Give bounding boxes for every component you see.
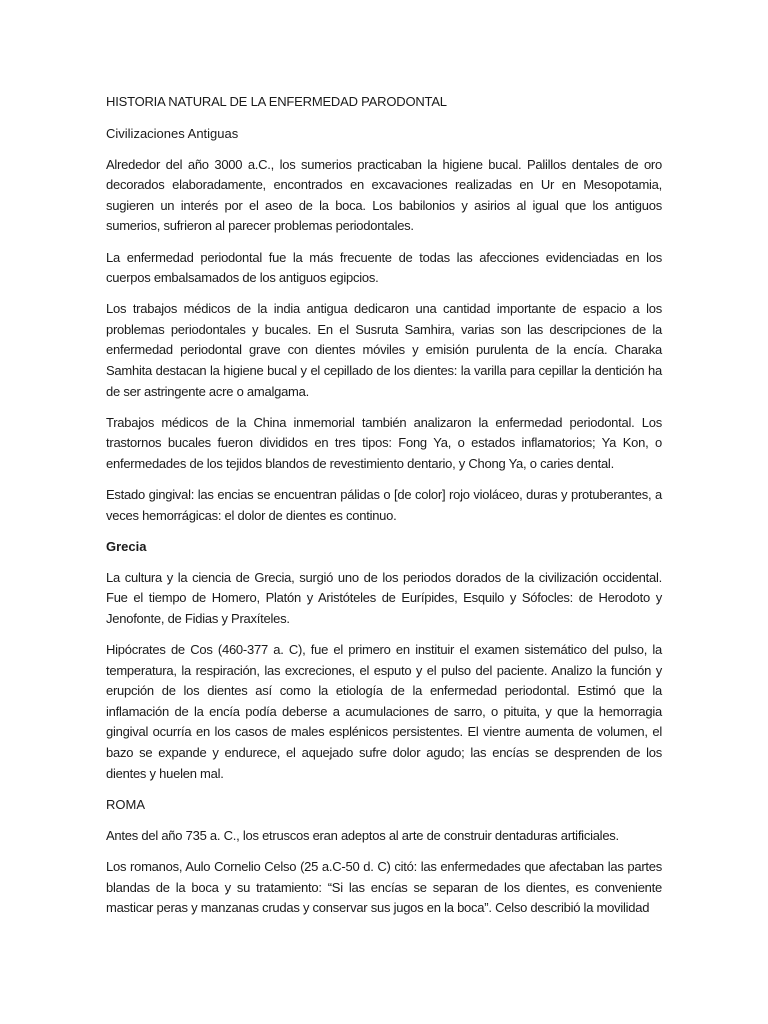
section-heading-roma: ROMA [106, 796, 145, 812]
paragraph: Antes del año 735 a. C., los etruscos eran adeptos al arte de construir dentaduras artificiales. [106, 827, 619, 843]
paragraph: Alrededor del año 3000 a.C., los sumerios practicaban la higiene bucal. Palillos dentales de oro decorados elaboradamente, encontrados en excavaciones realizadas en Ur en Mesopotamia, sugieren un interés por el aseo de la boca. Los babilonios y asirios al igual que los antiguos sumerios, sufrieron al parecer problemas periodontales. [106, 156, 662, 234]
document-title: HISTORIA NATURAL DE LA ENFERMEDAD PARODONTAL [106, 94, 447, 109]
paragraph: Los trabajos médicos de la india antigua dedicaron una cantidad importante de espacio a los problemas periodontales y bucales. En el Susruta Samhira, varias son las descripciones de la enfermedad periodontal grave con dientes móviles y emisión purulenta de la encía. Charaka Samhita destacan la higiene bucal y el cepillado de los dientes: la varilla para cepillar la dentición ha de ser astringente acre o amalgama. [106, 301, 662, 399]
paragraph: Hipócrates de Cos (460-377 a. C), fue el primero en instituir el examen sistemático del pulso, la temperatura, la respiración, las excreciones, el esputo y el pulso del paciente. Analizo la función y erupción de los dientes así como la etiología de la enfermedad periodontal. Estimó que la inflamación de la encía podía deberse a acumulaciones de sarro, o pituita, y que la hemorragia gingival ocurría en los casos de males esplénicos persistentes. El vientre aumenta de volumen, el bazo se expande y endurece, el aquejado sufre dolor agudo; las encías se desprenden de los dientes y huelen mal. [106, 642, 662, 781]
paragraph: La enfermedad periodontal fue la más frecuente de todas las afecciones evidenciadas en los cuerpos embalsamados de los antiguos egipcios. [106, 249, 662, 286]
paragraph: La cultura y la ciencia de Grecia, surgió uno de los periodos dorados de la civilización occidental. Fue el tiempo de Homero, Platón y Aristóteles de Eurípides, Esquilo y Sófocles: de Herodoto y Jenofonte, de Fidias y Praxíteles. [106, 569, 662, 626]
document-page [106, 92, 662, 929]
section-heading-civilizaciones: Civilizaciones Antiguas [106, 125, 239, 141]
paragraph: Trabajos médicos de la China inmemorial también analizaron la enfermedad periodontal. Los trastornos bucales fueron divididos en tres tipos: Fong Ya, o estados inflamatorios; Ya Kon, o enfermedades de los tejidos blandos de revestimiento dentario, y Chong Ya, o caries dental. [106, 414, 662, 471]
paragraph: Los romanos, Aulo Cornelio Celso (25 a.C-50 d. C) citó: las enfermedades que afectaban las partes blandas de la boca y su tratamiento: “Si las encías se separan de los dientes, es conveniente masticar peras y manzanas crudas y conservar sus jugos en la boca”. Celso describió la movilidad [106, 858, 662, 916]
section-heading-grecia: Grecia [106, 538, 147, 554]
paragraph: Estado gingival: las encias se encuentran pálidas o [de color] rojo violáceo, duras y protuberantes, a veces hemorrágicas: el dolor de dientes es continuo. [106, 487, 662, 523]
